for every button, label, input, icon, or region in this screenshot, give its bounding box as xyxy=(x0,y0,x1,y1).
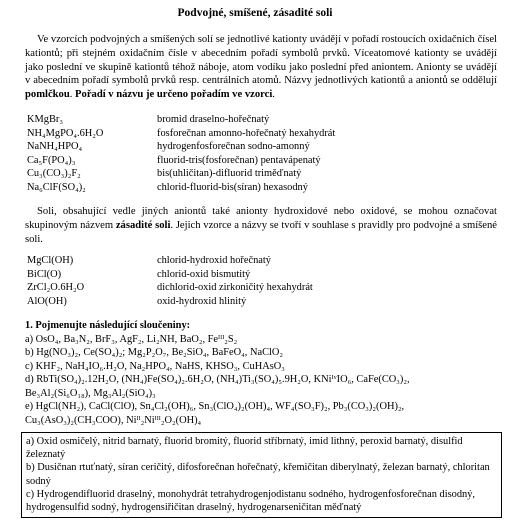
exercise-line: Be₃Al₂(Si₆O₁₈), Mg₃Al₂(SiO₄)₃ xyxy=(25,387,156,399)
formula: ZrCl₂O.6H₂O xyxy=(27,282,85,293)
compound-name: dichlorid-oxid zirkoničitý hexahydrát xyxy=(157,282,313,293)
exercise-line: d) RbTi(SO₄)₂.12H₂O, (NH₄)Fe(SO₄)₂.6H₂O, (NH₄)Ti₃(SO₄)₅.9H₂O, KNiᴵᵛIO₆, CaFe(CO₃)₂, xyxy=(25,374,410,385)
exercise-lines xyxy=(25,333,503,428)
compound-name: chlorid-oxid bismutitý xyxy=(157,268,251,280)
formula: Cu₃(CO₃)₂F₂ xyxy=(27,168,81,179)
formula: MgCl(OH) xyxy=(27,255,74,266)
intro-bold-dash: pomlčkou xyxy=(25,89,70,101)
basic-salts-rest: Jejich vzorce a názvy se tvoří v souhlase s pravidly pro podvojné a smíšené soli. xyxy=(25,219,497,245)
formula: Ca₅F(PO₄)₃ xyxy=(27,154,76,166)
basic-salts-text: Soli, obsahující vedle jiných aniontů také anionty hydroxidové nebo oxidové, se mohou označovat skupinovým názvem xyxy=(25,206,497,231)
exercise-line: c) KHF₂, NaH₄IO₆.H₂O, Na₂HPO₄, NaHS, KHSO₃, CuHAsO₃ xyxy=(25,360,285,372)
compound-name: hydrogenfosforečnan sodno-amonný xyxy=(157,141,310,152)
compound-name: bis(uhličitan)-difluorid triměďnatý xyxy=(157,168,302,179)
exercise-heading: 1. Pojmenujte následující sloučeniny: xyxy=(25,320,191,331)
formula: AlO(OH) xyxy=(27,295,67,307)
formula: KMgBr₃ xyxy=(27,114,63,125)
formula: BiCl(O) xyxy=(27,268,62,280)
intro-text: Ve vzorcích podvojných a smíšených solí se jednotlivé kationty uvádějí v pořadí rostoucích oxidačních čísel kationtů; při stejném oxidačním čísle v abecedním pořadí symbolů prvků. Víceatomové kationty se uvádějí jako poslední ve skupině kationtů téhož náboje, atom vodíku jako poslední před aniontem. Anionty se uvádějí v abecedním pořadí symbolů prvků resp. centrálních atomů. Názvy jednotlivých kationtů a aniontů se oddělují xyxy=(25,34,497,87)
answer-item: a) Oxid osmičelý, nitrid barnatý, fluorid bromitý, fluorid stříbrnatý, imid lithný, peroxid barnatý, disulfid železnatý xyxy=(26,436,463,461)
intro-paragraph: Ve vzorcích podvojných a smíšených solí se jednotlivé kationty uvádějí v pořadí rostoucích oxidačních čísel kationtů; při stejném oxidačním čísle v abecedním pořadí symbolů prvků. Víceatomové kationty se uvádějí jako poslední ve skupině kationtů téhož náboje, atom vodíku jako poslední před aniontem. Anionty se uvádějí v abecedním pořadí symbolů prvků resp. centrálních atomů. Názvy jednotlivých kationtů a aniontů se oddělují pomlčkou. Pořadí v názvu je určeno pořadím ve vzorci. xyxy=(25,34,497,101)
formula: NaNH₄HPO₄ xyxy=(27,141,83,152)
basic-salts-bold: zásadité soli xyxy=(115,219,171,231)
formula: Na₆ClF(SO₄)₂ xyxy=(27,181,86,193)
compound-name: chlorid-hydroxid hořečnatý xyxy=(157,255,271,266)
exercise-line: b) Hg(NO₃)₂, Ce(SO₄)₂; Mg₂P₂O₇, Be₂SiO₄, BaFeO₄, NaClO₂ xyxy=(25,347,284,358)
compound-name: fosforečnan amonno-hořečnatý hexahydrát xyxy=(157,127,336,139)
answer-box xyxy=(21,432,502,518)
formula: NH₄MgPO₄.6H₂O xyxy=(27,127,104,139)
exercise xyxy=(25,319,503,427)
intro-bold-order: Pořadí v názvu je určeno pořadím ve vzorci xyxy=(75,89,273,101)
answer-item: c) Hydrogendifluorid draselný, monohydrát tetrahydrogenjodistanu sodného, hydrogenfosforečnan disodný, hydrogensulfid sodný, hydrogensiřičitan draselný, hydrogenarseničitan měďnatý xyxy=(26,488,475,514)
exercise-line: Cu₃(AsO₃)₂(CH₃COO), Niᴵᴵ₂Niᴵᴵᴵ₂O₂(OH)₄ xyxy=(25,414,202,426)
exercise-line: a) OsO₄, Ba₃N₂, BrF₃, AgF₂, Li₂NH, BaO₂, Feᴵᴵᴵ₂S₂ xyxy=(25,333,238,345)
exercise-line: e) HgCl(NH₂), CaCl(ClO), Sn₄Cl₂(OH)₆, Sn₃(ClO₄)₂(OH)₄, WF₄(SO₃F)₂, Pb₃(CO₃)₂(OH)₂, xyxy=(25,401,405,412)
page-title: Podvojné, smíšené, zásadité soli xyxy=(177,7,333,19)
compound-name: chlorid-fluorid-bis(síran) hexasodný xyxy=(157,181,308,193)
compound-name: oxid-hydroxid hlinitý xyxy=(157,295,247,307)
compound-name: fluorid-tris(fosforečnan) pentavápenatý xyxy=(157,154,321,166)
basic-salts-paragraph: Soli, obsahující vedle jiných aniontů také anionty hydroxidové nebo oxidové, se mohou označovat skupinovým názvem zásadité soli. Jejich vzorce a názvy se tvoří v souhlase s pravidly pro podvojné a smíšené soli. xyxy=(25,206,497,245)
compound-name: bromid draselno-hořečnatý xyxy=(157,114,270,125)
answer-item: b) Dusičnan rtuťnatý, síran ceričitý, difosforečnan hořečnatý, křemičitan diberylnatý, železan barnatý, chloritan sodný xyxy=(26,462,490,487)
